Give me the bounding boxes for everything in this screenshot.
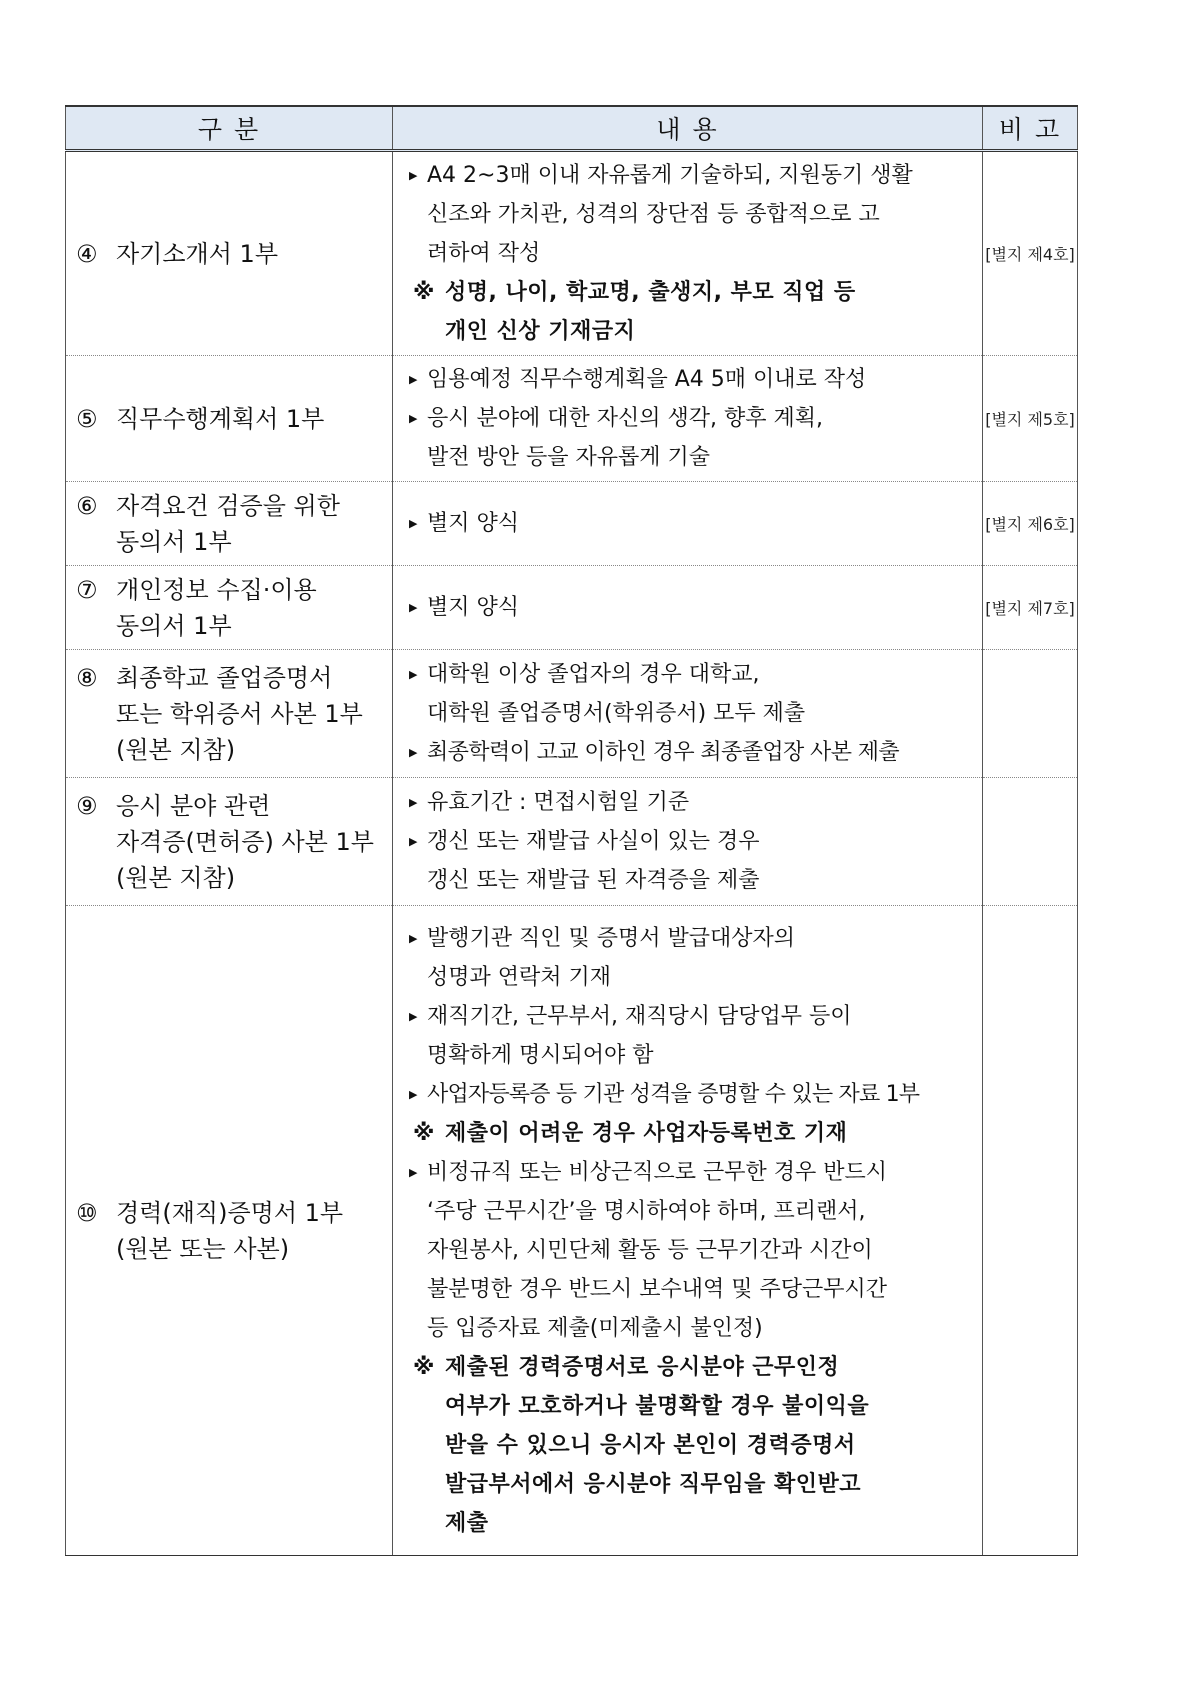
- row-remarks: [별지 제5호]: [983, 356, 1078, 482]
- bullet-item: ▶ 재직기간, 근무부서, 재직당시 담당업무 등이 명확하게 명시되어야 함: [409, 997, 974, 1075]
- note-item: ※ 성명, 나이, 학교명, 출생지, 부모 직업 등 개인 신상 기재금지: [409, 273, 974, 351]
- reference-mark-icon: ※: [413, 280, 435, 305]
- row-content: [393, 584, 982, 631]
- note-item: ※ 제출이 어려운 경우 사업자등록번호 기재: [409, 1114, 974, 1153]
- triangle-right-icon: ▶: [409, 746, 418, 759]
- triangle-right-icon: ▶: [409, 412, 418, 425]
- table-row: [66, 778, 1078, 906]
- bullet-item: ▶ 사업자등록증 등 기관 성격을 증명할 수 있는 자료 1부: [409, 1075, 974, 1114]
- table-row: [66, 566, 1078, 650]
- triangle-right-icon: ▶: [409, 1165, 418, 1179]
- triangle-right-icon: ▶: [409, 668, 418, 681]
- table-row: [66, 482, 1078, 566]
- header-content: 내 용: [393, 106, 983, 151]
- row-category: ⑨ 응시 분야 관련 자격증(면허증) 사본 1부 (원본 지참): [76, 791, 374, 892]
- triangle-right-icon: ▶: [409, 796, 418, 809]
- table-row: [66, 650, 1078, 778]
- table-row: [66, 356, 1078, 482]
- bullet-item: ▶ 응시 분야에 대한 자신의 생각, 향후 계획, 발전 방안 등을 자유롭게 기술: [409, 399, 974, 477]
- bullet-item: ▶ 최종학력이 고교 이하인 경우 최종졸업장 사본 제출: [409, 733, 974, 772]
- row-category: ⑤ 직무수행계획서 1부: [76, 404, 325, 433]
- reference-mark-icon: ※: [413, 1354, 435, 1380]
- row-remarks: [별지 제4호]: [983, 151, 1078, 356]
- bullet-item: ▶ 별지 양식: [409, 504, 974, 543]
- bullet-item: ▶ 임용예정 직무수행계획을 A4 5매 이내로 작성: [409, 360, 974, 399]
- row-remarks: [983, 778, 1078, 906]
- table-row: [66, 906, 1078, 1556]
- triangle-right-icon: ▶: [409, 1087, 418, 1101]
- triangle-right-icon: ▶: [409, 601, 418, 614]
- row-remarks: [별지 제7호]: [983, 566, 1078, 650]
- row-content: [393, 356, 982, 481]
- bullet-item: ▶ 갱신 또는 재발급 사실이 있는 경우 갱신 또는 재발급 된 자격증을 제출: [409, 822, 974, 900]
- table-header-row: [66, 106, 1078, 151]
- bullet-item: ▶ A4 2~3매 이내 자유롭게 기술하되, 지원동기 생활 신조와 가치관, 성격의 장단점 등 종합적으로 고 려하여 작성: [409, 156, 974, 273]
- header-category: 구 분: [66, 106, 393, 151]
- row-content: [393, 651, 982, 776]
- triangle-right-icon: ▶: [409, 835, 418, 848]
- requirements-table: [65, 105, 1078, 1556]
- row-remarks: [983, 650, 1078, 778]
- triangle-right-icon: ▶: [409, 517, 418, 530]
- row-content: [393, 915, 982, 1547]
- bullet-item: ▶ 비정규직 또는 비상근직으로 근무한 경우 반드시 ‘주당 근무시간’을 명시하여야 하며, 프리랜서, 자원봉사, 시민단체 활동 등 근무기간과 시간이 불분명한 경우 반드시 보수내역 및 주당근무시간 등 입증자료 제출(미제출시 불인정): [409, 1153, 974, 1348]
- table-row: [66, 151, 1078, 356]
- bullet-item: ▶ 별지 양식: [409, 588, 974, 627]
- bullet-item: ▶ 발행기관 직인 및 증명서 발급대상자의 성명과 연락처 기재: [409, 919, 974, 997]
- row-category: ⑩ 경력(재직)증명서 1부 (원본 또는 사본): [76, 1198, 344, 1263]
- reference-mark-icon: ※: [413, 1120, 435, 1146]
- row-remarks: [별지 제6호]: [983, 482, 1078, 566]
- row-category: ④ 자기소개서 1부: [76, 239, 279, 268]
- row-category: ⑧ 최종학교 졸업증명서 또는 학위증서 사본 1부 (원본 지참): [76, 663, 363, 764]
- note-item: ※ 제출된 경력증명서로 응시분야 근무인정 여부가 모호하거나 불명확할 경우 불이익을 받을 수 있으니 응시자 본인이 경력증명서 발급부서에서 응시분야 직무임을 확인받고 제출: [409, 1348, 974, 1543]
- row-content: [393, 152, 982, 355]
- bullet-item: ▶ 유효기간 : 면접시험일 기준: [409, 783, 974, 822]
- row-category: ⑥ 자격요건 검증을 위한 동의서 1부: [76, 491, 340, 556]
- row-remarks: [983, 906, 1078, 1556]
- row-content: [393, 500, 982, 547]
- triangle-right-icon: ▶: [409, 1009, 418, 1023]
- triangle-right-icon: ▶: [409, 169, 418, 182]
- header-remarks: 비 고: [983, 106, 1078, 151]
- triangle-right-icon: ▶: [409, 373, 418, 386]
- row-category: ⑦ 개인정보 수집·이용 동의서 1부: [76, 575, 317, 640]
- row-content: [393, 779, 982, 904]
- triangle-right-icon: ▶: [409, 931, 418, 945]
- bullet-item: ▶ 대학원 이상 졸업자의 경우 대학교, 대학원 졸업증명서(학위증서) 모두 제출: [409, 655, 974, 733]
